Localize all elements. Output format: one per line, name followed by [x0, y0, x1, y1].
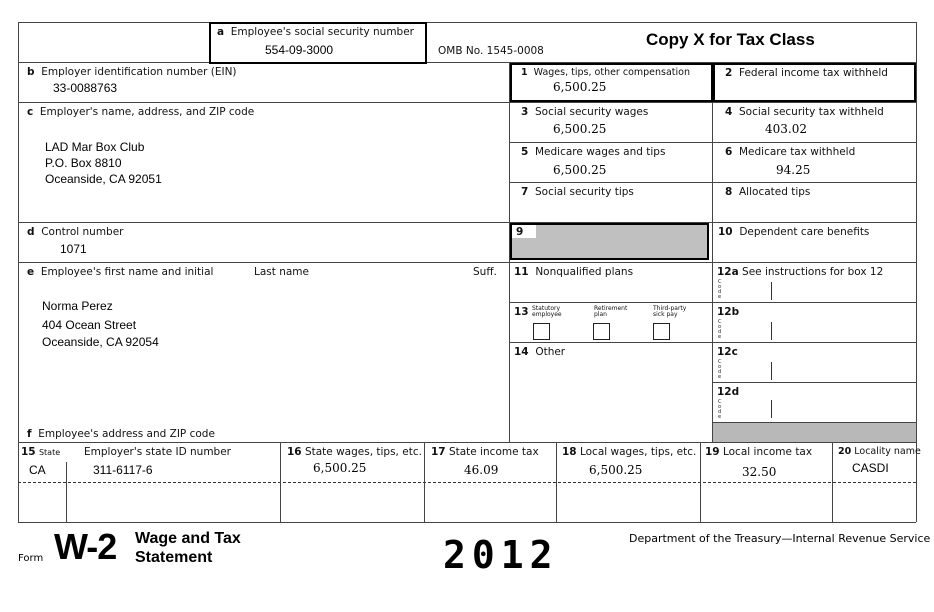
box-17-value[interactable]: 46.09 [464, 463, 499, 477]
control-number-value[interactable]: 1071 [60, 242, 87, 256]
state-value[interactable]: CA [29, 463, 46, 477]
retirement-plan-label: Retirement plan [594, 305, 628, 318]
box-4-value[interactable]: 403.02 [765, 122, 807, 136]
box-12a-code-divider [771, 282, 772, 300]
statutory-employee-checkbox[interactable] [533, 323, 550, 340]
box-1-value[interactable]: 6,500.25 [553, 80, 607, 94]
state-row-separator [18, 482, 916, 483]
box-12a-label-text: See instructions for box 12 [742, 266, 884, 278]
department: Department of the Treasury—Internal Revenue Service [629, 532, 931, 545]
box-3-label: 3 Social security wages [521, 106, 649, 118]
grid-line [556, 442, 557, 522]
box-5-value[interactable]: 6,500.25 [553, 163, 607, 177]
grid-line [18, 262, 916, 263]
form-name: W-2 [54, 526, 117, 567]
box-6-value[interactable]: 94.25 [776, 163, 811, 177]
employer-address1[interactable]: P.O. Box 8810 [45, 156, 122, 170]
box-12a-label: 12a See instructions for box 12 [717, 266, 884, 278]
box-7-label-text: Social security tips [535, 186, 634, 198]
box-5-label: 5 Medicare wages and tips [521, 146, 666, 158]
form-title-line1: Wage and Tax [135, 530, 241, 547]
box-19-label: 19 Local income tax [705, 446, 813, 458]
box-3-label-text: Social security wages [535, 106, 649, 118]
employee-address1[interactable]: 404 Ocean Street [42, 318, 137, 332]
box-16-value[interactable]: 6,500.25 [313, 461, 367, 475]
box-12d-code-divider [771, 400, 772, 418]
last-name-label: Last name [254, 266, 309, 278]
grid-line [18, 442, 916, 443]
box-18-label: 18 Local wages, tips, etc. [562, 446, 697, 458]
grid-line [18, 102, 916, 103]
grid-line [66, 462, 67, 522]
form-bottom-border [18, 522, 916, 523]
employee-address-label: Employee's address and ZIP code [38, 428, 215, 440]
box-a-label: a Employee's social security number [217, 26, 414, 38]
shaded-area [713, 423, 916, 442]
grid-line [832, 442, 833, 522]
grid-line [18, 222, 916, 223]
box-12a-code-text: Code [718, 279, 722, 300]
box-1-label-text: Wages, tips, other compensation [533, 67, 691, 78]
employee-address2[interactable]: Oceanside, CA 92054 [42, 335, 159, 349]
ssn-value[interactable]: 554-09-3000 [265, 43, 334, 57]
box-20-label-text: Locality name [854, 446, 921, 457]
box-20-label: 20 Locality name [838, 446, 921, 457]
employer-name[interactable]: LAD Mar Box Club [45, 140, 145, 154]
box-12c-label: 12c [717, 346, 738, 358]
ein-label: Employer identification number (EIN) [41, 66, 237, 78]
box-3-value[interactable]: 6,500.25 [553, 122, 607, 136]
box-16-label: 16 State wages, tips, etc. [287, 446, 422, 458]
tax-year: 2012 [443, 533, 559, 577]
box-10-label: 10 Dependent care benefits [718, 226, 870, 238]
grid-line [424, 442, 425, 522]
control-number-label: Control number [41, 226, 124, 238]
ein-value[interactable]: 33-0088763 [53, 81, 118, 95]
grid-line [700, 442, 701, 522]
box-12c-code-divider [771, 362, 772, 380]
box-13-label: 13 [514, 306, 529, 318]
box-17-label-text: State income tax [448, 446, 539, 458]
state-id-value[interactable]: 311-6117-6 [93, 463, 153, 477]
box-18-label-text: Local wages, tips, etc. [579, 446, 697, 458]
box-12d-label: 12d [717, 386, 740, 398]
copy-title: Copy X for Tax Class [646, 30, 815, 49]
box-c-label: c Employer's name, address, and ZIP code [27, 106, 255, 118]
form-left-border [18, 22, 19, 522]
grid-line [712, 382, 916, 383]
box-2-label: 2 Federal income tax withheld [725, 67, 888, 79]
box-d-label: d Control number [27, 226, 124, 238]
box-14-label: 14 Other [514, 346, 566, 358]
employee-name-label: Employee's first name and initial [40, 266, 214, 278]
box-2-label-text: Federal income tax withheld [739, 67, 888, 79]
box-15-label: 15 State [21, 446, 61, 458]
box-8-label-text: Allocated tips [739, 186, 811, 198]
box-12b-code-divider [771, 322, 772, 340]
box-8-label: 8 Allocated tips [725, 186, 811, 198]
box-10-label-text: Dependent care benefits [739, 226, 870, 238]
box-16-label-text: State wages, tips, etc. [304, 446, 422, 458]
box-1-label: 1 Wages, tips, other compensation [521, 67, 691, 78]
box-4-label: 4 Social security tax withheld [725, 106, 884, 118]
state-label: State [38, 448, 61, 457]
box-7-label: 7 Social security tips [521, 186, 634, 198]
box-6-label: 6 Medicare tax withheld [725, 146, 856, 158]
employer-name-label: Employer's name, address, and ZIP code [39, 106, 255, 118]
box-e-label: e Employee's first name and initial [27, 266, 214, 278]
suffix-label: Suff. [473, 266, 497, 278]
box-9-shade [512, 225, 707, 258]
box-12c-code-text: Code [718, 359, 722, 380]
box-12b-label: 12b [717, 306, 740, 318]
box-11-label-text: Nonqualified plans [535, 266, 634, 278]
employer-address2[interactable]: Oceanside, CA 92051 [45, 172, 162, 186]
state-id-label: Employer's state ID number [84, 446, 231, 458]
form-word: Form [18, 553, 44, 564]
box-14-label-text: Other [535, 346, 566, 358]
box-6-label-text: Medicare tax withheld [739, 146, 856, 158]
box-b-label: b Employer identification number (EIN) [27, 66, 237, 78]
employee-name[interactable]: Norma Perez [42, 299, 113, 313]
statutory-employee-label: Statutory employee [532, 305, 562, 318]
box-19-value[interactable]: 32.50 [742, 465, 777, 479]
box-4-label-text: Social security tax withheld [739, 106, 884, 118]
third-party-sick-pay-label: Third-party sick pay [653, 305, 687, 318]
box-20-value[interactable]: CASDI [852, 461, 889, 475]
omb-number: OMB No. 1545-0008 [438, 45, 544, 57]
box-12b-code-text: Code [718, 319, 722, 340]
box-a-label-text: Employee's social security number [230, 26, 414, 38]
box-11-label: 11 Nonqualified plans [514, 266, 634, 278]
form-title [135, 529, 241, 567]
third-party-sick-pay-checkbox[interactable] [653, 323, 670, 340]
form-top-border [18, 22, 916, 23]
grid-line [712, 62, 713, 442]
retirement-plan-checkbox[interactable] [593, 323, 610, 340]
box-5-label-text: Medicare wages and tips [535, 146, 666, 158]
box-18-value[interactable]: 6,500.25 [589, 463, 643, 477]
box-17-label: 17 State income tax [431, 446, 539, 458]
box-12d-code-text: Code [718, 399, 722, 420]
box-f-label: f Employee's address and ZIP code [27, 428, 215, 440]
grid-line [280, 442, 281, 522]
box-19-label-text: Local income tax [722, 446, 813, 458]
box-9-label: 9 [516, 226, 524, 238]
form-title-line2: Statement [135, 549, 213, 566]
